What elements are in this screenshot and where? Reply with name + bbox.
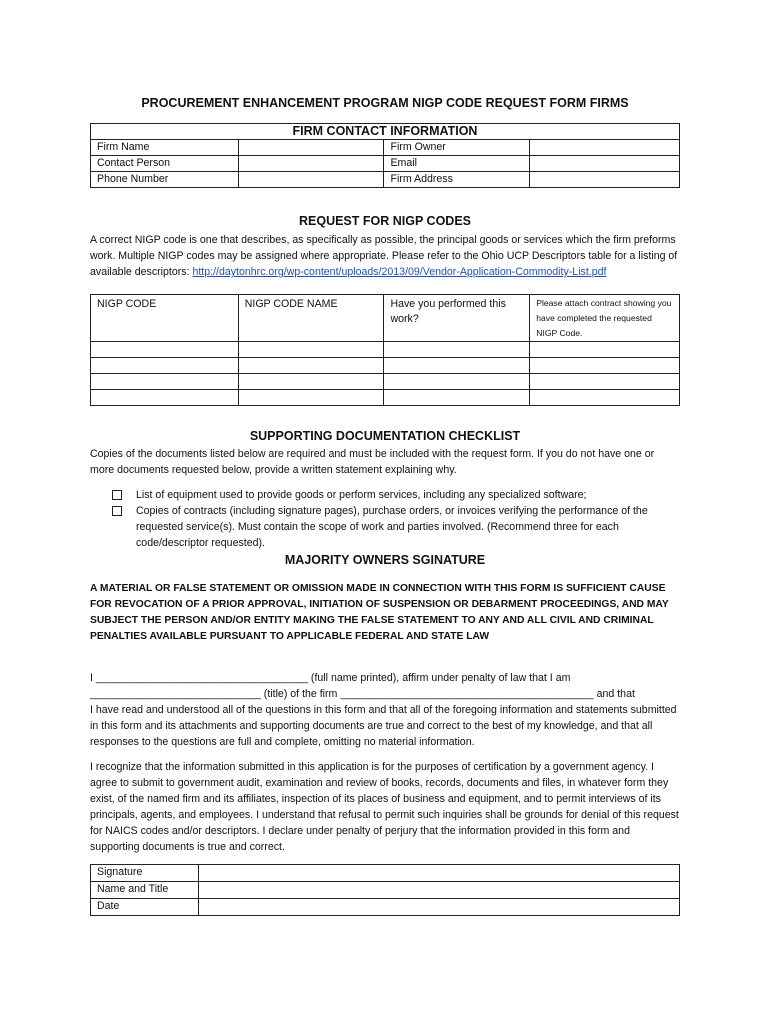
nigp-cell[interactable] [238, 358, 384, 374]
nigp-cell[interactable] [91, 342, 239, 358]
firm-address-label: Firm Address [384, 172, 530, 188]
date-label: Date [91, 899, 199, 916]
request-heading: REQUEST FOR NIGP CODES [298, 214, 471, 228]
nigp-cell[interactable] [384, 358, 530, 374]
warning-statement: A MATERIAL OR FALSE STATEMENT OR OMISSION MADE IN CONNECTION WITH THIS FORM IS SUFFICIENT CAUSE FOR REVOCATION OF A PRIOR APPROVAL, INITIATION OF SUSPENSION OR DEBARMENT PROCEEDINGS, AND MAY SUBJECT THE PERSON AND/OR ENTITY MAKING THE FALSE STATEMENT TO ANY AND ALL CIVIL AND CRIMINAL PENALTIES AVAILABLE PURSUANT TO APPLICABLE FEDERAL AND STATE LAW [90, 583, 669, 642]
col-nigp-code: NIGP CODE [91, 295, 239, 342]
request-paragraph-text: A correct NIGP code is one that describes, as specifically as possible, the principal goods or services which the firm preforms work. Multiple NIGP codes may be assigned where appropriate. Please refer to the Ohio UCP Descriptors table for a listing of available descriptors: [90, 234, 678, 278]
affirm-line-2: _____________________________ (title) of the firm ___________________________________________ and that [90, 688, 635, 700]
email-field[interactable] [530, 156, 680, 172]
contact-heading: FIRM CONTACT INFORMATION [91, 124, 680, 140]
nigp-cell[interactable] [530, 390, 680, 406]
signature-table [90, 864, 680, 916]
firm-contact-table [90, 123, 680, 188]
phone-number-field[interactable] [238, 172, 384, 188]
checklist-item [112, 487, 682, 503]
firm-name-field[interactable] [238, 140, 384, 156]
signature-field[interactable] [198, 865, 679, 882]
col-performed-work: Have you performed this work? [384, 295, 530, 342]
checklist-intro: Copies of the documents listed below are required and must be included with the request form. If you do not have one or more documents requested below, provide a written statement explaining why. [90, 448, 655, 476]
signature-heading: MAJORITY OWNERS SGINATURE [284, 553, 486, 567]
request-paragraph [90, 232, 680, 280]
nigp-cell[interactable] [530, 374, 680, 390]
recognize-paragraph: I recognize that the information submitted in this application is for the purposes of certification by a government agency. I agree to submit to government audit, examination and review of books, records, documents and files, in whatever form they exist, of the named firm and its affiliates, inspection of its places of business and equipment, and to permit interviews of its principals, agents, and employees. I understand that refusal to permit such inquiries shall be grounds for denial of this request for NAICS codes and/or descriptors. I declare under penalty of perjury that the information provided in this form and supporting documents is true and correct. [90, 761, 679, 853]
descriptors-link[interactable]: http://daytonhrc.org/wp-content/uploads/2013/09/Vendor-Application-Commodity-List.pdf [192, 266, 607, 278]
nigp-cell[interactable] [91, 390, 239, 406]
checklist-heading: SUPPORTING DOCUMENTATION CHECKLIST [249, 429, 521, 443]
checkbox[interactable] [112, 506, 122, 516]
nigp-codes-table [90, 294, 680, 406]
firm-name-label: Firm Name [91, 140, 239, 156]
affirm-paragraph: I have read and understood all of the questions in this form and that all of the foregoing information and statements submitted in this form and its attachments and supporting documents are true and correct to the best of my knowledge, and that all responses to the questions are full and complete, omitting no material information. [90, 704, 677, 748]
checklist-item-text: Copies of contracts (including signature pages), purchase orders, or invoices verifying the performance of the requested service(s). Must contain the scope of work and parties involved. (Recommend three for each code/descriptor requested). [136, 505, 648, 549]
name-title-field[interactable] [198, 882, 679, 899]
name-title-label: Name and Title [91, 882, 199, 899]
nigp-cell[interactable] [91, 358, 239, 374]
nigp-cell[interactable] [238, 390, 384, 406]
phone-number-label: Phone Number [91, 172, 239, 188]
nigp-cell[interactable] [384, 342, 530, 358]
nigp-cell[interactable] [384, 390, 530, 406]
nigp-cell[interactable] [530, 358, 680, 374]
nigp-cell[interactable] [238, 342, 384, 358]
checkbox[interactable] [112, 490, 122, 500]
checklist-item [112, 503, 682, 551]
col-nigp-code-name: NIGP CODE NAME [238, 295, 384, 342]
nigp-cell[interactable] [384, 374, 530, 390]
nigp-cell[interactable] [238, 374, 384, 390]
nigp-cell[interactable] [530, 342, 680, 358]
firm-address-field[interactable] [530, 172, 680, 188]
checklist-item-text: List of equipment used to provide goods or perform services, including any specialized software; [136, 489, 587, 501]
firm-owner-field[interactable] [530, 140, 680, 156]
col-attach-contract: Please attach contract showing you have completed the requested NIGP Code. [530, 295, 680, 342]
firm-owner-label: Firm Owner [384, 140, 530, 156]
signature-label: Signature [91, 865, 199, 882]
form-title: PROCUREMENT ENHANCEMENT PROGRAM NIGP CODE REQUEST FORM FIRMS [141, 96, 629, 110]
email-label: Email [384, 156, 530, 172]
contact-person-field[interactable] [238, 156, 384, 172]
affirm-line-1: I ____________________________________ (full name printed), affirm under penalty of law that I am [90, 672, 571, 684]
nigp-cell[interactable] [91, 374, 239, 390]
contact-person-label: Contact Person [91, 156, 239, 172]
date-field[interactable] [198, 899, 679, 916]
